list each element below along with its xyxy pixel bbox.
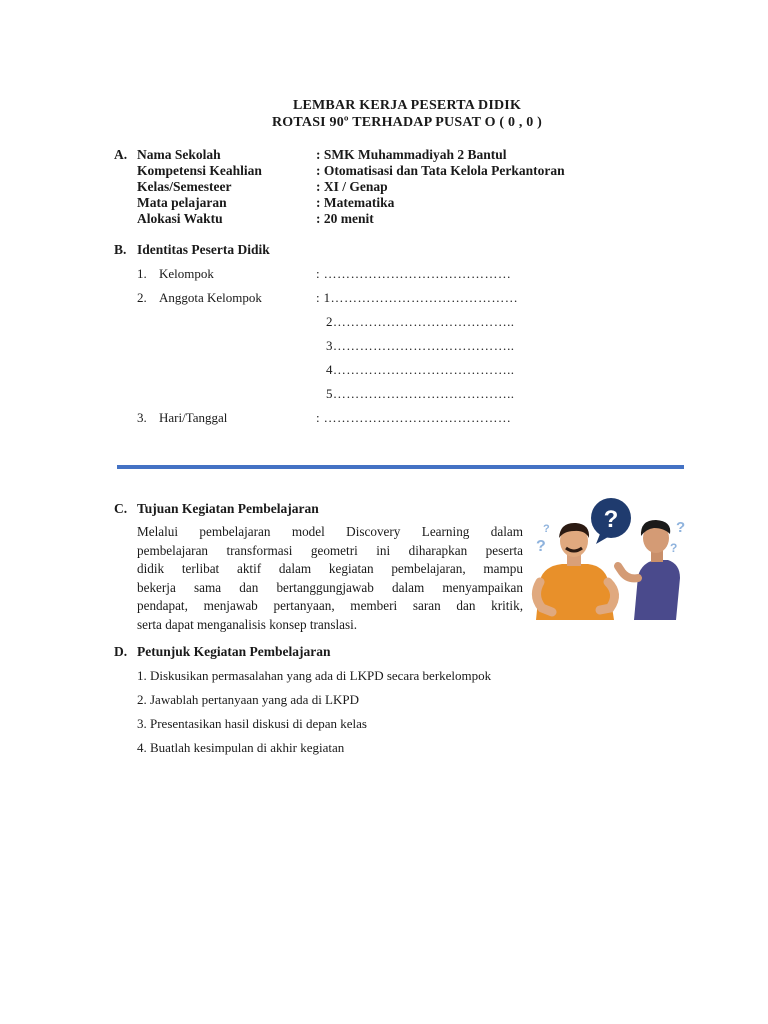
question-mark-icon: ? (536, 538, 546, 555)
instruction-step: 2. Jawablah pertanyaan yang ada di LKPD (137, 692, 360, 707)
item-number: 1. (137, 266, 147, 281)
speech-bubble-icon (591, 498, 631, 544)
subject-value: : Matematika (316, 195, 395, 210)
member-4-field[interactable]: 4………………………………….. (326, 362, 515, 377)
item-number: 2. (137, 290, 147, 305)
worksheet-subtitle: ROTASI 90º TERHADAP PUSAT O ( 0 , 0 ) (271, 115, 543, 130)
section-c-letter: C. (114, 501, 128, 516)
member-5-field[interactable]: 5………………………………….. (326, 386, 515, 401)
question-mark-icon: ? (670, 541, 678, 555)
worksheet-title: LEMBAR KERJA PESERTA DIDIK (292, 98, 522, 113)
time-allocation-value: : 20 menit (316, 211, 374, 226)
class-semester-label: Kelas/Semesteer (137, 179, 232, 194)
date-field[interactable]: : …………………………………… (316, 410, 512, 425)
group-members-label: Anggota Kelompok (159, 290, 262, 305)
instruction-step: 4. Buatlah kesimpulan di akhir kegiatan (137, 740, 345, 755)
instruction-step: 3. Presentasikan hasil diskusi di depan kelas (137, 716, 367, 731)
subject-label: Mata pelajaran (137, 195, 227, 210)
question-mark-icon: ? (543, 523, 550, 535)
section-d-letter: D. (114, 644, 128, 659)
date-label: Hari/Tanggal (159, 410, 228, 425)
competency-label: Kompetensi Keahlian (137, 163, 262, 178)
paragraph-line: pendapat, menjawab pertanyaan, memberi saran dan kritik, (137, 598, 523, 613)
item-number: 3. (137, 410, 147, 425)
section-divider (117, 465, 684, 469)
learning-objective-paragraph (137, 523, 523, 634)
paragraph-line: Melalui pembelajaran model Discovery Learning dalam (137, 524, 523, 539)
section-b-heading: Identitas Peserta Didik (137, 242, 270, 257)
two-people-question-illustration (530, 496, 692, 624)
paragraph-line: pembelajaran transformasi geometri ini diharapkan peserta (137, 542, 523, 558)
section-c-heading: Tujuan Kegiatan Pembelajaran (137, 501, 319, 516)
school-name-label: Nama Sekolah (137, 147, 221, 162)
competency-value: : Otomatisasi dan Tata Kelola Perkantoran (316, 163, 565, 178)
person-right-icon (618, 520, 680, 620)
svg-text:?: ? (603, 506, 619, 533)
section-b-letter: B. (114, 242, 127, 257)
paragraph-line: serta dapat menganalisis konsep translasi. (137, 616, 358, 632)
question-mark-icon: ? (676, 519, 686, 536)
instruction-step: 1. Diskusikan permasalahan yang ada di LKPD secara berkelompok (137, 668, 492, 683)
member-3-field[interactable]: 3………………………………….. (326, 338, 515, 353)
paragraph-line: bekerja sama dan bertanggungjawab dalam menyampaikan (137, 579, 523, 595)
group-label: Kelompok (159, 266, 214, 281)
member-2-field[interactable]: 2………………………………….. (326, 314, 515, 329)
group-field[interactable]: : …………………………………… (316, 266, 512, 281)
paragraph-line: didik terlibat aktif dalam kegiatan pembelajaran, mampu (137, 561, 523, 576)
class-semester-value: : XI / Genap (316, 179, 388, 194)
section-a-letter: A. (114, 147, 128, 162)
time-allocation-label: Alokasi Waktu (137, 211, 223, 226)
member-1-field[interactable]: : 1…………………………………… (316, 290, 519, 305)
school-name-value: : SMK Muhammadiyah 2 Bantul (316, 147, 507, 162)
section-d-heading: Petunjuk Kegiatan Pembelajaran (137, 644, 331, 659)
